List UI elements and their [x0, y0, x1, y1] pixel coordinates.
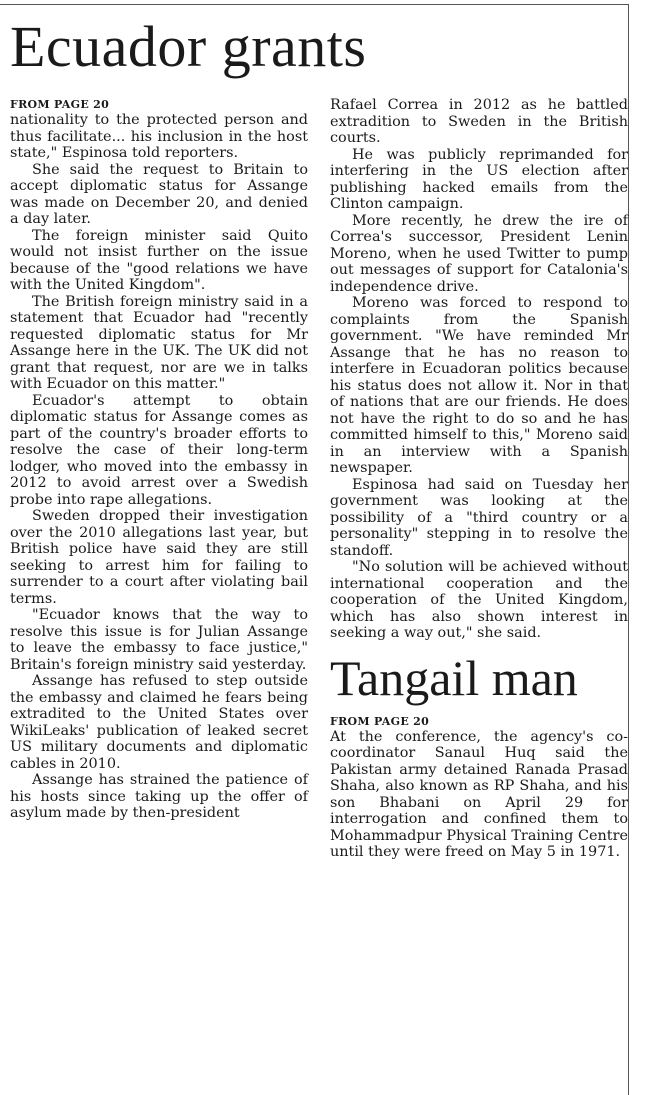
- story1-paragraph: The foreign minister said Quito would not insist further on the issue because of the "good relations we have with the United Kingdom".: [10, 227, 308, 293]
- story1-paragraph: Espinosa had said on Tuesday her government was looking at the possibility of a "third country or a personality" stepping in to resolve the standoff.: [330, 476, 628, 559]
- story1-paragraph: She said the request to Britain to accept diplomatic status for Assange was made on December 20, and denied a day later.: [10, 161, 308, 227]
- story1-paragraph: Moreno was forced to respond to complaints from the Spanish government. "We have reminded Mr Assange that he has no reason to interfere in Ecuadoran politics because his status does not allow it. Nor in that of nations that are our friends. He does not have the right to do so and he has committed himself to this," Moreno said in an interview with a Spanish newspaper.: [330, 295, 628, 476]
- story1-paragraph: He was publicly reprimanded for interfering in the US election after publishing hacked emails from the Clinton campaign.: [330, 146, 628, 212]
- story2-paragraph: At the conference, the agency's co-coordinator Sanaul Huq said the Pakistan army detained Ranada Prasad Shaha, also known as RP Shaha, and his son Bhabani on April 29 for interrogation and confined them to Mohammadpur Physical Training Centre until they were freed on May 5 in 1971.: [330, 728, 628, 860]
- story1-paragraph: Assange has strained the patience of his hosts since taking up the offer of asylum made by then-president: [10, 772, 308, 821]
- story1-paragraph: "Ecuador knows that the way to resolve this issue is for Julian Assange to leave the embassy to face justice," Britain's foreign ministry said yesterday.: [10, 607, 308, 673]
- story1-paragraph: Ecuador's attempt to obtain diplomatic status for Assange comes as part of the country's broader efforts to resolve the case of their long-term lodger, who moved into the embassy in 2012 to avoid arrest over a Swedish probe into rape allegations.: [10, 392, 308, 508]
- headline-tangail-man: Tangail man: [330, 649, 578, 706]
- column-rule-right: [628, 4, 629, 1095]
- story1-paragraph: Rafael Correa in 2012 as he battled extradition to Sweden in the British courts.: [330, 97, 628, 146]
- headline-ecuador-grants: Ecuador grants: [10, 14, 367, 79]
- story1-paragraph: nationality to the protected person and thus facilitate... his inclusion in the host state," Espinosa told reporters.: [10, 112, 308, 161]
- story1-column-left: [10, 97, 308, 822]
- story2-dateline: FROM PAGE 20: [330, 714, 430, 728]
- story1-paragraph: Sweden dropped their investigation over the 2010 allegations last year, but British police have said they are still seeking to arrest him for failing to surrender to a court after violating bail terms.: [10, 508, 308, 607]
- story1-paragraph: More recently, he drew the ire of Correa's successor, President Lenin Moreno, when he used Twitter to pump out messages of support for Catalonia's independence drive.: [330, 212, 628, 295]
- story1-paragraph: Assange has refused to step outside the embassy and claimed he fears being extradited to the United States over WikiLeaks' publication of leaked secret US military documents and diplomatic cables in 2010.: [10, 673, 308, 772]
- story1-dateline: FROM PAGE 20: [10, 98, 110, 111]
- story1-paragraph: The British foreign ministry said in a statement that Ecuador had "recently requested diplomatic status for Mr Assange here in the UK. The UK did not grant that request, nor are we in talks with Ecuador on this matter.": [10, 293, 308, 392]
- story1-paragraph: "No solution will be achieved without international cooperation and the cooperation of the United Kingdom, which has also shown interest in seeking a way out," she said.: [330, 559, 628, 641]
- story1-column-right: [330, 97, 628, 861]
- top-rule: [0, 4, 628, 5]
